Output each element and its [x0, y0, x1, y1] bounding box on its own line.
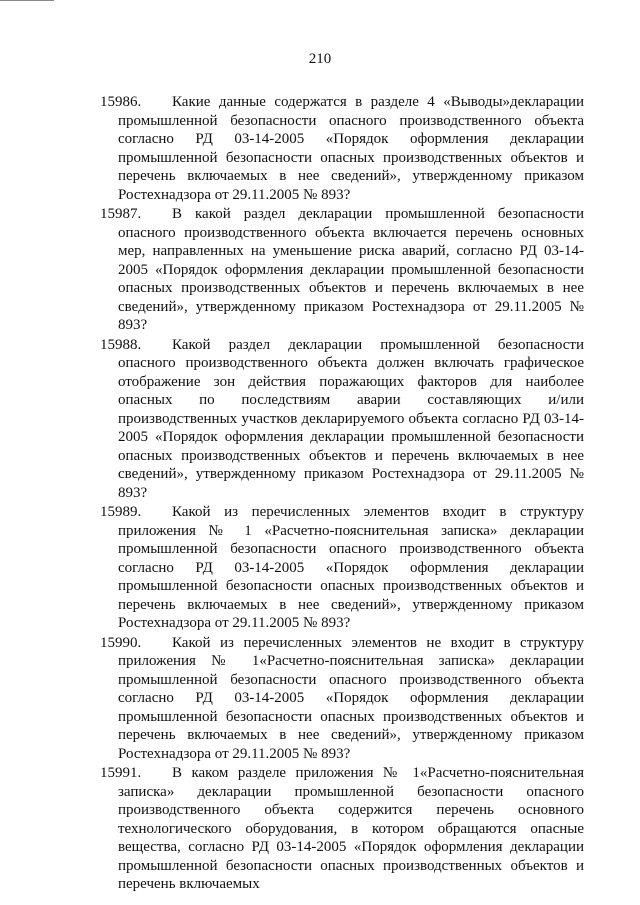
- question-number: 15988.: [100, 336, 142, 353]
- question-text: Какие данные содержатся в разделе 4 «Выводы»декларации промышленной безопасности опасного производственного объекта согласно РД 03-14-2005 «Порядок оформления декларации промышленной безопасности опасных производственных объектов и перечень включаемых в нее сведений», утвержденному приказом Ростехнадзора от 29.11.2005 № 893?: [118, 94, 584, 203]
- question-item: [100, 205, 584, 335]
- question-item: [100, 764, 584, 894]
- question-text: В каком разделе приложения № 1«Расчетно-пояснительная записка» декларации промышленной безопасности опасного производственного объекта содержится перечень основного технологического оборудования, в котором обращаются опасные вещества, согласно РД 03-14-2005 «Порядок оформления декларации промышленной безопасности опасных производственных объектов и перечень включаемых: [118, 765, 584, 892]
- question-item: [100, 634, 584, 764]
- top-edge-rule: [0, 0, 54, 1]
- question-item: [100, 93, 584, 204]
- question-number: 15989.: [100, 504, 142, 520]
- question-number: 15987.: [100, 206, 142, 222]
- page-number: 210: [308, 51, 332, 67]
- question-number: 15990.: [100, 634, 142, 651]
- question-list: [100, 93, 584, 895]
- question-text: В какой раздел декларации промышленной безопасности опасного производственного объекта включается перечень основных мер, направленных на уменьшение риска аварий, согласно РД 03-14-2005 «Порядок оформления декларации промышленной безопасности опасных производственных объектов и перечень включаемых в нее сведений», утвержденному приказом Ростехнадзора от 29.11.2005 № 893?: [118, 206, 584, 333]
- question-text: Какой раздел декларации промышленной безопасности опасного производственного объекта должен включать графическое отображение зон действия поражающих факторов для наиболее опасных по последствиям аварии составляющих и/или производственных участков декларируемого объекта согласно РД 03-14-2005 «Порядок оформления декларации промышленной безопасности опасных производственных объектов и перечень включаемых в нее сведений», утвержденному приказом Ростехнадзора от 29.11.2005 № 893?: [118, 336, 584, 501]
- question-item: [100, 336, 584, 503]
- question-item: [100, 503, 584, 633]
- question-number: 15986.: [100, 94, 142, 110]
- question-text: Какой из перечисленных элементов входит в структуру приложения № 1 «Расчетно-пояснительная записка» декларации промышленной безопасности опасного производственного объекта согласно РД 03-14-2005 «Порядок оформления декларации промышленной безопасности опасных производственных объектов и перечень включаемых в нее сведений», утвержденному приказом Ростехнадзора от 29.11.2005 № 893?: [118, 504, 584, 631]
- question-text: Какой из перечисленных элементов не входит в структуру приложения № 1«Расчетно-пояснительная записка» декларации промышленной безопасности опасного производственного объекта согласно РД 03-14-2005 «Порядок оформления декларации промышленной безопасности опасных производственных объектов и перечень включаемых в нее сведений», утвержденному приказом Ростехнадзора от 29.11.2005 № 893?: [118, 634, 584, 762]
- question-number: 15991.: [100, 765, 142, 781]
